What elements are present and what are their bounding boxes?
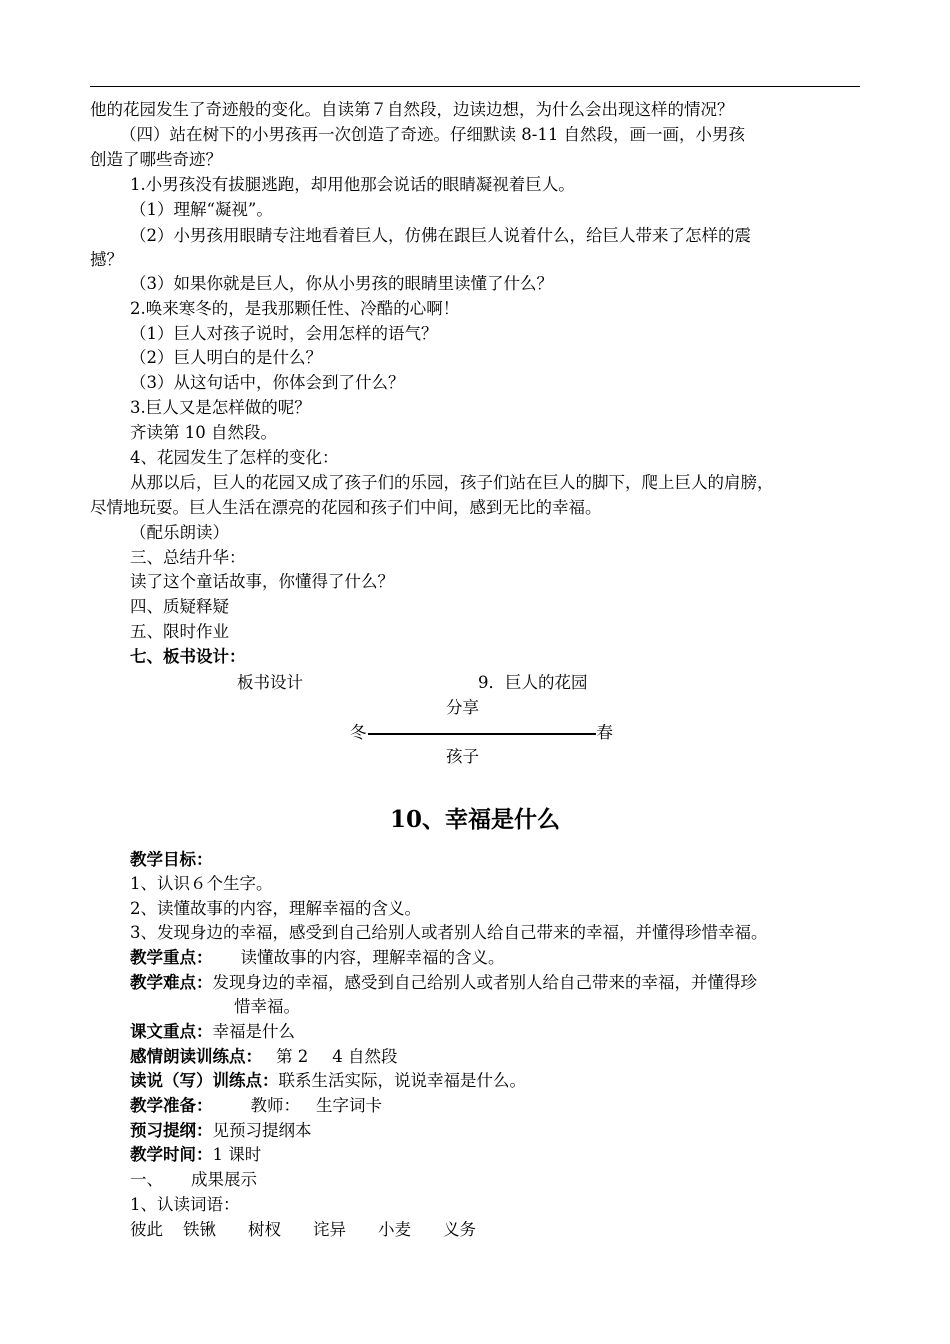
board-left: 冬 — [350, 723, 367, 742]
difficulty-value-cont: 惜幸福。 — [234, 997, 300, 1016]
board-line — [350, 722, 613, 744]
text-line: （2）巨人明白的是什么？ — [130, 348, 322, 367]
difficulty-row — [130, 972, 757, 994]
reading-row — [130, 1046, 398, 1068]
goals-label: 教学目标： — [130, 850, 213, 869]
goal-item: 3、发现身边的幸福，感受到自己给别人或者别人给自己带来的幸福，并懂得珍惜幸福。 — [130, 923, 768, 942]
word-item: 铁锹 — [183, 1220, 216, 1239]
key-label: 教学重点： — [130, 948, 213, 967]
text-line: （配乐朗读） — [130, 523, 229, 542]
words-label: 1、认读词语： — [130, 1195, 240, 1214]
word-item: 彼此 — [130, 1220, 163, 1239]
preview-value: 见预习提纲本 — [212, 1121, 312, 1140]
section-heading: 七、板书设计： — [130, 647, 246, 666]
preview-row — [130, 1120, 312, 1142]
text-line: 四、质疑释疑 — [130, 597, 229, 616]
text-line: 五、限时作业 — [130, 622, 229, 641]
text-key-value: 幸福是什么 — [212, 1022, 295, 1041]
word-item: 诧异 — [313, 1220, 346, 1239]
prep-value-a: 教师： — [250, 1096, 300, 1115]
text-line: 他的花园发生了奇迹般的变化。自读第７自然段，边读边想，为什么会出现这样的情况？ — [90, 100, 734, 119]
text-line: 尽情地玩耍。巨人生活在漂亮的花园和孩子们中间，感到无比的幸福。 — [90, 498, 602, 517]
board-right: 春 — [596, 723, 613, 742]
word-list — [130, 1219, 476, 1241]
board-bottom: 孩子 — [446, 747, 479, 766]
goal-item: 2、读懂故事的内容，理解幸福的含义。 — [130, 899, 421, 918]
time-label: 教学时间： — [130, 1145, 213, 1164]
prep-value-b: 生字词卡 — [316, 1096, 382, 1115]
reading-value-b: 4 自然段 — [332, 1047, 398, 1066]
board-label: 板书设计 — [237, 673, 303, 692]
text-line: （1）巨人对孩子说时，会用怎样的语气？ — [130, 324, 438, 343]
goal-item: 1、认识６个生字。 — [130, 874, 273, 893]
text-key-row — [130, 1021, 295, 1043]
step-title: 成果展示 — [191, 1170, 257, 1189]
text-line: 2.唤来寒冬的，是我那颗任性、冷酷的心啊！ — [130, 299, 460, 318]
text-line: 4、花园发生了怎样的变化： — [130, 448, 339, 467]
time-row — [130, 1144, 261, 1166]
key-row — [130, 947, 505, 969]
key-value: 读懂故事的内容，理解幸福的含义。 — [240, 948, 505, 967]
preview-label: 预习提纲： — [130, 1121, 213, 1140]
text-line: 撼？ — [90, 250, 123, 269]
step-number: 一、 — [130, 1170, 163, 1189]
prep-label: 教学准备： — [130, 1096, 213, 1115]
difficulty-label: 教学难点： — [130, 973, 213, 992]
lesson-title: 10、幸福是什么 — [389, 806, 560, 833]
text-line: 从那以后，巨人的花园又成了孩子们的乐园，孩子们站在巨人的脚下，爬上巨人的肩膀， — [130, 473, 774, 492]
text-line: （四）站在树下的小男孩再一次创造了奇迹。仔细默读 8-11 自然段，画一画，小男孩 — [120, 125, 746, 144]
word-item: 树杈 — [248, 1220, 281, 1239]
reading-value-a: 第 2 — [276, 1047, 309, 1066]
text-key-label: 课文重点： — [130, 1022, 213, 1041]
text-line: 1.小男孩没有拔腿逃跑，却用他那会说话的眼睛凝视着巨人。 — [130, 175, 575, 194]
speaking-label: 读说（写）训练点： — [130, 1071, 279, 1090]
difficulty-value: 发现身边的幸福，感受到自己给别人或者别人给自己带来的幸福，并懂得珍 — [212, 973, 757, 992]
header-rule — [90, 86, 860, 87]
word-item: 小麦 — [378, 1220, 411, 1239]
prep-row — [130, 1095, 382, 1117]
text-line: （3）从这句话中，你体会到了什么？ — [130, 373, 405, 392]
board-dash — [368, 733, 596, 735]
text-line: （2）小男孩用眼睛专注地看着巨人，仿佛在跟巨人说着什么，给巨人带来了怎样的震 — [130, 226, 751, 245]
board-heading: 9．巨人的花园 — [478, 673, 588, 692]
speaking-value: 联系生活实际，说说幸福是什么。 — [278, 1071, 526, 1090]
reading-label: 感情朗读训练点： — [130, 1047, 262, 1066]
step-row — [130, 1169, 257, 1191]
text-line: （1）理解“凝视”。 — [130, 200, 273, 219]
text-line: 三、总结升华： — [130, 548, 246, 567]
text-line: 3.巨人又是怎样做的呢？ — [130, 398, 311, 417]
text-line: 读了这个童话故事，你懂得了什么？ — [130, 572, 394, 591]
time-value: 1 课时 — [212, 1145, 262, 1164]
text-line: （3）如果你就是巨人，你从小男孩的眼睛里读懂了什么？ — [130, 274, 553, 293]
text-line: 齐读第 10 自然段。 — [130, 423, 277, 442]
board-top: 分享 — [446, 698, 479, 717]
speaking-row — [130, 1070, 526, 1092]
word-item: 义务 — [443, 1220, 476, 1239]
text-line: 创造了哪些奇迹？ — [90, 150, 222, 169]
